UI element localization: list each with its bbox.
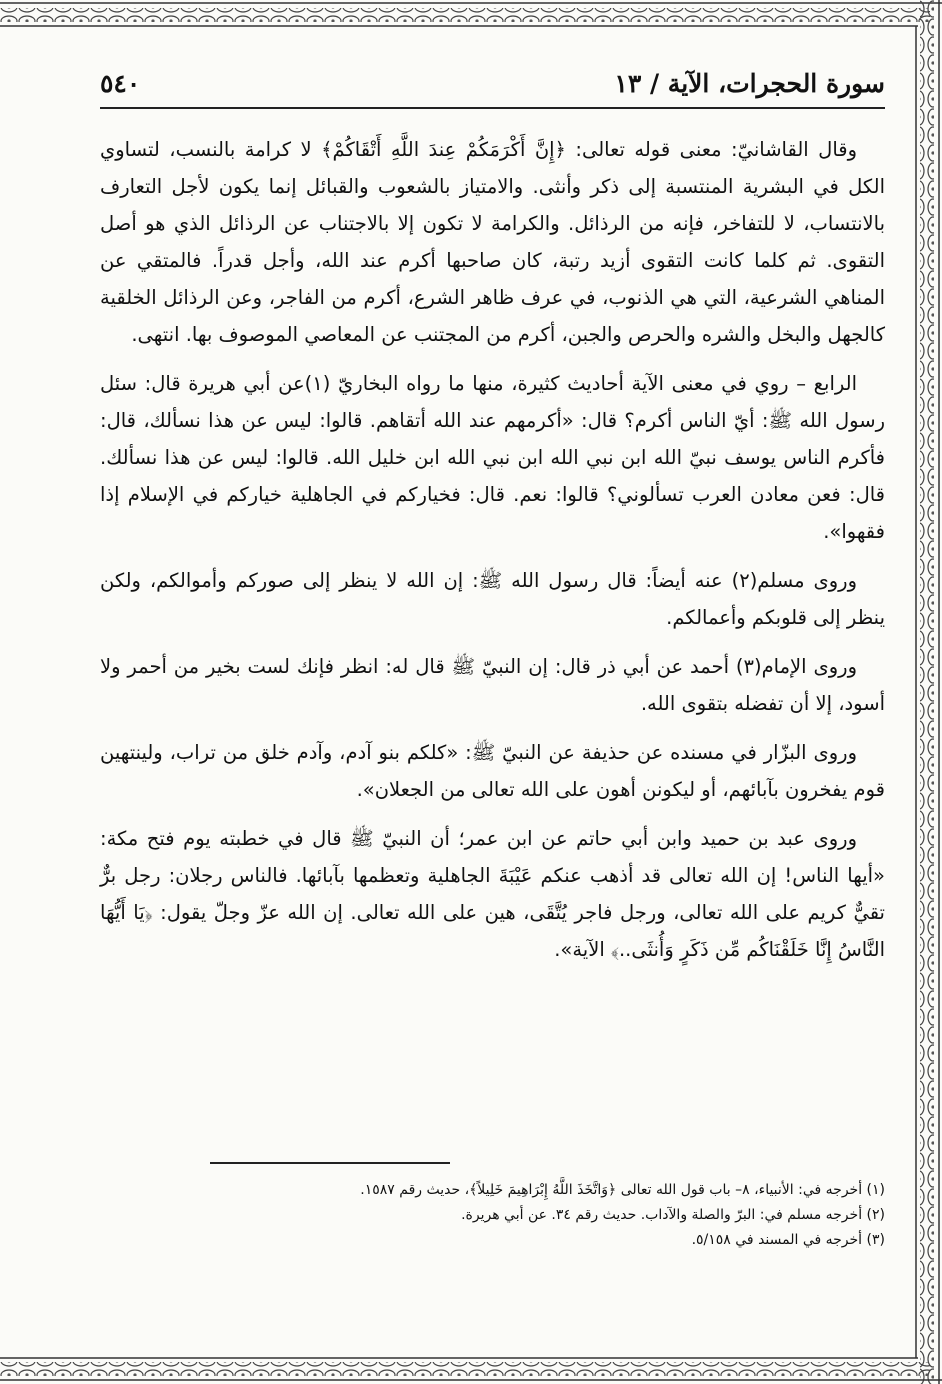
main-text [100,131,885,980]
footnotes [100,1178,885,1253]
book-page [100,55,885,1340]
footnote-1: (١) أخرجه في: الأنبياء، ٨– باب قول الله تعالى ﴿وَاتَّخَذَ اللَّهُ إِبْرَاهِيمَ خَلِيلاً﴾، حديث رقم ١٥٨٧. [360,1182,885,1198]
decorative-border-bottom [0,1354,942,1384]
page-number: ٥٤٠ [100,69,141,98]
footnote-2: (٢) أخرجه مسلم في: البرّ والصلة والآداب. حديث رقم ٣٤. عن أبي هريرة. [461,1207,885,1223]
decorative-border-right [912,0,942,1384]
running-header [100,69,885,109]
footnote-divider [210,1162,450,1164]
paragraph-muslim: وروى مسلم(٢) عنه أيضاً: قال رسول الله ﷺ: إن الله لا ينظر إلى صوركم وأموالكم، ولكن ينظر إلى قلوبكم وأعمالكم. [100,569,885,629]
surah-verse-title: سورة الحجرات، الآية / ١٣ [614,69,885,98]
paragraph-fourth-hadiths: الرابع – روي في معنى الآية أحاديث كثيرة، منها ما رواه البخاريّ (١)عن أبي هريرة قال: سئل رسول الله ﷺ: أيّ الناس أكرم؟ قال: «أكرمهم عند الله أتقاهم. قالوا: ليس عن هذا نسألك، قال: فأكرم الناس يوسف نبيّ الله ابن نبي الله ابن نبي الله ابن خليل الله. قالوا: ليس عن هذا نسألك. قال: فعن معادن العرب تسألوني؟ قالوا: نعم. قال: فخياركم في الجاهلية خياركم في الإسلام إذا فقهوا». [100,372,885,543]
decorative-border-top [0,0,942,34]
paragraph-bazzar: وروى البزّار في مسنده عن حذيفة عن النبيّ ﷺ: «كلكم بنو آدم، وآدم خلق من تراب، ولينتهين قوم يفخرون بآبائهم، أو ليكونن أهون على الله تعالى من الجعلان». [100,741,885,801]
footnote-3: (٣) أخرجه في المسند في ٥/١٥٨. [691,1232,885,1248]
paragraph-abd-bin-humaid: وروى عبد بن حميد وابن أبي حاتم عن ابن عمر؛ أن النبيّ ﷺ قال في خطبته يوم فتح مكة: «أيها الناس! إن الله تعالى قد أذهب عنكم عَيْبَةَ الجاهلية وتعظمها بآبائها. فالناس رجلان: رجل برٌّ تقيٌّ كريم على الله تعالى، ورجل فاجر يُتَّقَى، هين على الله تعالى. إن الله عزّ وجلّ يقول: ﴿يَا أَيُّهَا النَّاسُ إِنَّا خَلَقْنَاكُم مِّن ذَكَرٍ وَأُنثَى..﴾ الآية». [100,827,885,961]
header-divider [100,107,885,109]
paragraph-qashani: وقال القاشانيّ: معنى قوله تعالى: ﴿إِنَّ أَكْرَمَكُمْ عِندَ اللَّهِ أَتْقَاكُمْ﴾ لا كرامة بالنسب، لتساوي الكل في البشرية المنتسبة إلى ذكر وأنثى. والامتياز بالشعوب والقبائل إنما يكون لأجل التعارف بالانتساب، لا للتفاخر، فإنه من الرذائل. والكرامة لا تكون إلا بالاجتناب عن الرذائل الذي هو أصل التقوى. ثم كلما كانت التقوى أزيد رتبة، كان صاحبها أكرم عند الله، وأجل قدراً. فالمتقي عن المناهي الشرعية، التي هي الذنوب، في عرف ظاهر الشرع، أكرم من الفاجر، وعن الرذائل الخلقية كالجهل والبخل والشره والحرص والجبن، أكرم من المجتنب عن المعاصي الموصوف بها. انتهى. [100,138,885,346]
paragraph-ahmad: وروى الإمام(٣) أحمد عن أبي ذر قال: إن النبيّ ﷺ قال له: انظر فإنك لست بخير من أحمر ولا أسود، إلا أن تفضله بتقوى الله. [100,655,885,715]
